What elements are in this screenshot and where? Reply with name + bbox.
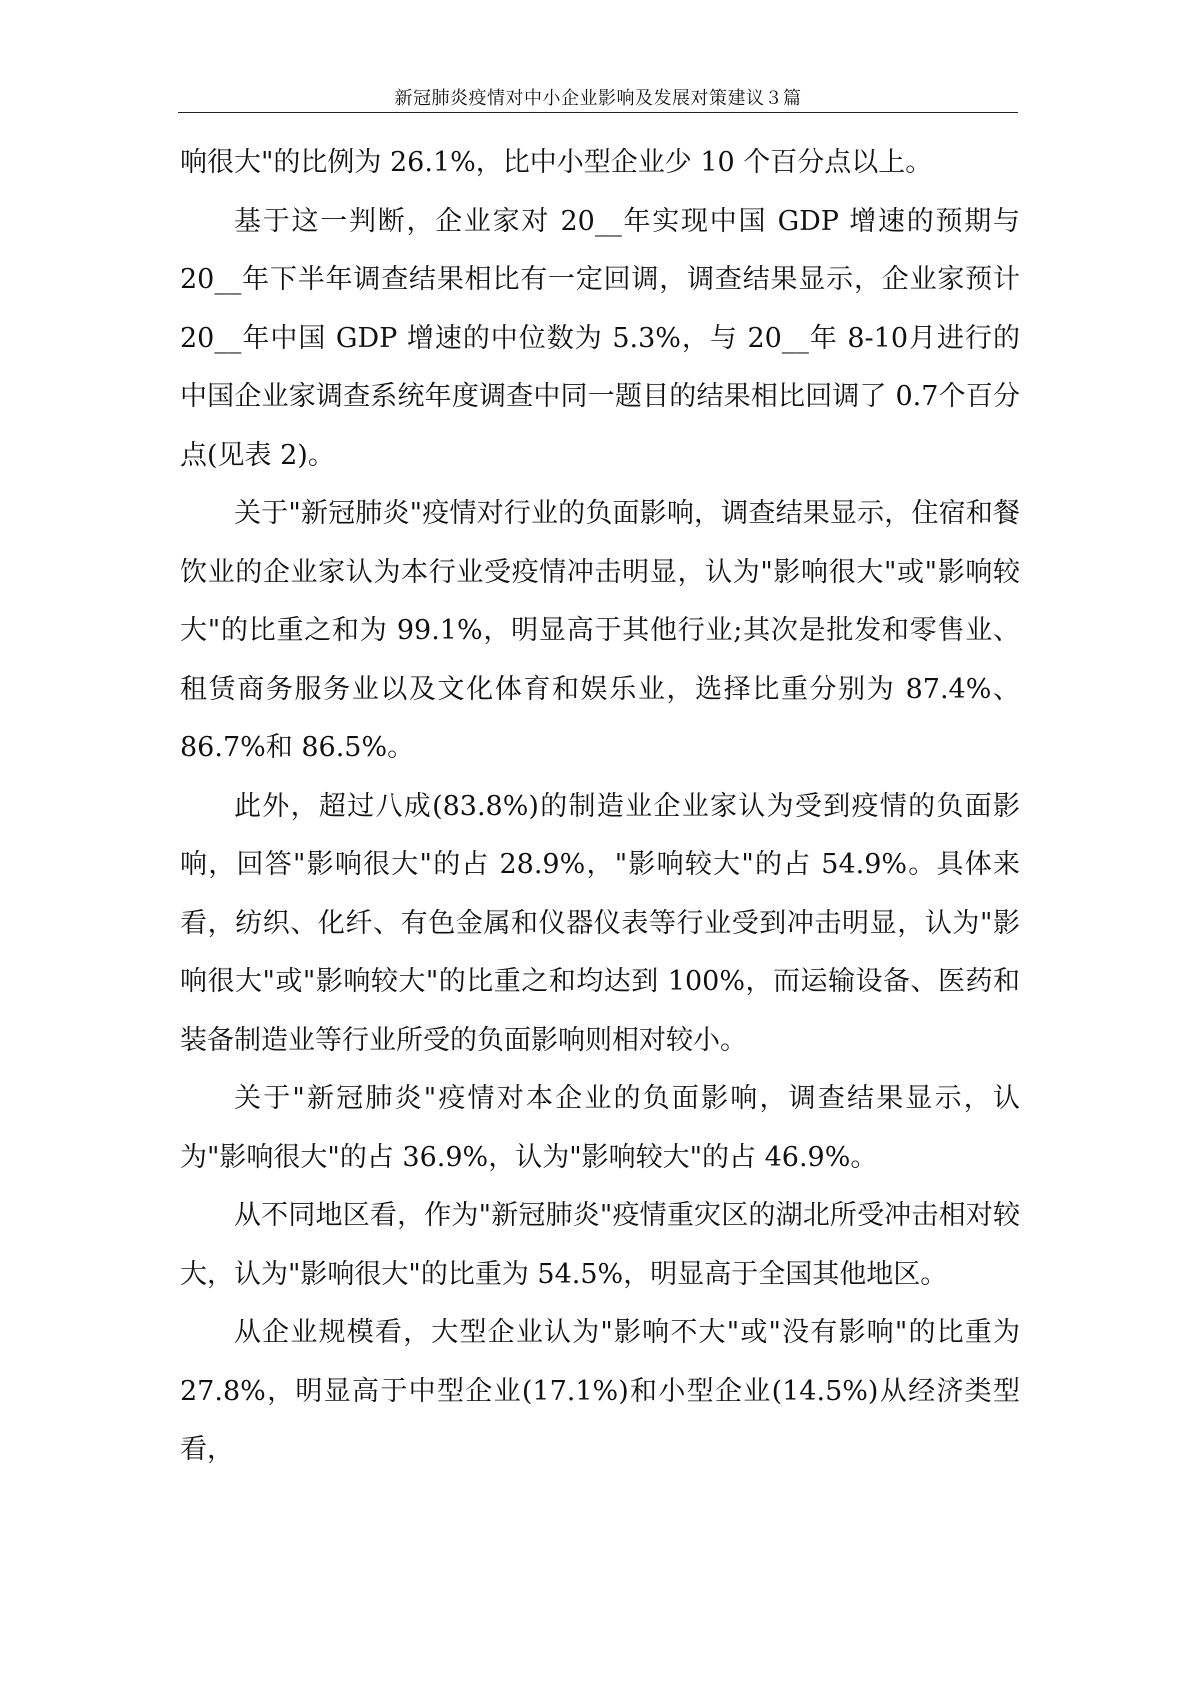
paragraph-manufacturing-impact: 此外，超过八成(83.8%)的制造业企业家认为受到疫情的负面影响，回答"影响很大"的占 28.9%，"影响较大"的占 54.9%。具体来看，纺织、化纤、有色金属和仪器仪表等行业受到冲击明显，认为"影响很大"或"影响较大"的比重之和均达到 100%，而运输设备、医药和装备制造业等行业所受的负面影响则相对较小。: [180, 790, 1020, 1056]
paragraph-enterprise-impact: 关于"新冠肺炎"疫情对本企业的负面影响，调查结果显示，认为"影响很大"的占 36.9%，认为"影响较大"的占 46.9%。: [180, 1083, 1020, 1173]
paragraph-industry-impact: 关于"新冠肺炎"疫情对行业的负面影响，调查结果显示，住宿和餐饮业的企业家认为本行业受疫情冲击明显，认为"影响很大"或"影响较大"的比重之和为 99.1%，明显高于其他行业;其次是批发和零售业、租赁商务服务业以及文化体育和娱乐业，选择比重分别为 87.4%、86.7%和 86.5%。: [180, 498, 1020, 763]
paragraph-gdp-expectation: 基于这一判断，企业家对 20__年实现中国 GDP 增速的预期与 20__年下半年调查结果相比有一定回调，调查结果显示，企业家预计 20__年中国 GDP 增速的中位数为 5.3%，与 20__年 8-10月进行的中国企业家调查系统年度调查中同一题目的结果相比回调了 0.7个百分点(见表 2)。: [180, 205, 1020, 471]
paragraph-regional-impact: 从不同地区看，作为"新冠肺炎"疫情重灾区的湖北所受冲击相对较大，认为"影响很大"的比重为 54.5%，明显高于全国其他地区。: [180, 1200, 1020, 1290]
paragraph-continuation: 响很大"的比例为 26.1%，比中小型企业少 10 个百分点以上。: [180, 147, 933, 178]
header-divider: [178, 112, 1018, 113]
paragraph-enterprise-scale: 从企业规模看，大型企业认为"影响不大"或"没有影响"的比重为 27.8%，明显高于中型企业(17.1%)和小型企业(14.5%)从经济类型看，: [180, 1317, 1020, 1465]
document-body: [180, 134, 1020, 1480]
page-header-title: 新冠肺炎疫情对中小企业影响及发展对策建议３篇: [394, 88, 802, 109]
